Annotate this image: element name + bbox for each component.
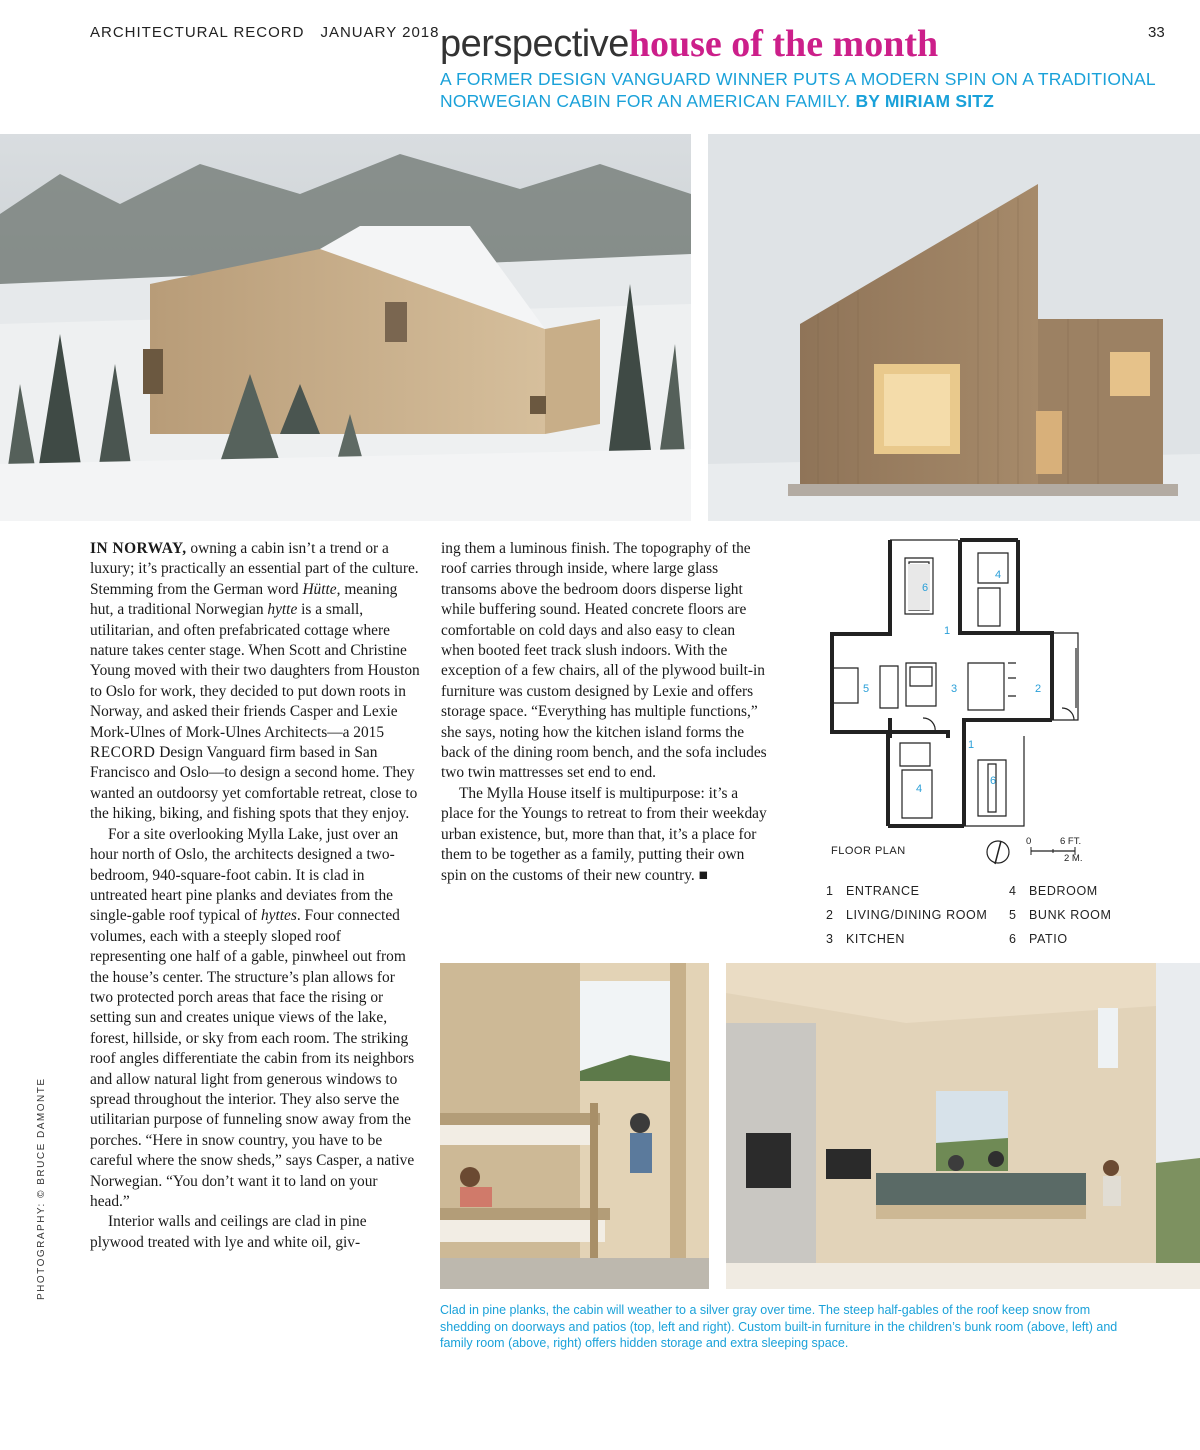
room-label-5: 5 — [863, 683, 870, 695]
room-label-6-bottom: 6 — [990, 775, 997, 787]
photo-family-room — [726, 963, 1200, 1289]
paragraph-1: IN NORWAY, owning a cabin isn’t a trend or a luxury; it’s practically an essential part of the culture. Stemming from the German word Hütte, meaning hut, a traditional Norwegian hytte is a small, utilitarian, and often prefabricated cottage where nature takes center stage. When Scott and Christine Young moved with their two daughters from Houston to Oslo for work, they decided to put down roots in Norway, and asked their friends Casper and Lexie Mork-Ulnes of Mork-Ulnes Architects—a 2015 RECORD Design Vanguard firm based in San Francisco and Oslo—to design a second home. They wanted an outdoorsy yet comfortable retreat, close to the hiking, biking, and fishing spots that they enjoy. — [90, 540, 420, 823]
floor-plan-label: FLOOR PLAN — [831, 845, 906, 857]
paragraph-3b: ing them a luminous finish. The topography of the roof carries through inside, where large glass transoms above the bedroom doors disperse light while buffering sound. Heated concrete floors are comfortable on cold days and also easy to clean when booted feet track slush indoors. With the exception of a few chairs, all of the plywood built-in furniture was custom designed by Lexie and offers storage space. “Everything has multiple functions,” she says, noting how the kitchen island forms the back of the dining room bench, and the sofa includes two twin mattresses set end to end. — [441, 540, 767, 782]
room-label-4-top: 4 — [995, 569, 1002, 581]
magazine-name: ARCHITECTURAL RECORD — [90, 24, 305, 41]
legend-item: 3 KITCHEN — [826, 932, 906, 946]
legend-item: 6 PATIO — [1009, 932, 1068, 946]
title-prefix: perspective — [440, 23, 629, 65]
page-title — [440, 22, 938, 66]
legend-right — [1009, 879, 1159, 951]
photo-bunk-room — [440, 963, 709, 1289]
room-label-1-top: 1 — [944, 625, 951, 637]
issue-date: JANUARY 2018 — [320, 24, 440, 41]
page-number: 33 — [1148, 24, 1165, 41]
room-label-6-top: 6 — [922, 582, 929, 594]
byline: BY MIRIAM SITZ — [855, 91, 995, 111]
scale-zero: 0 — [1026, 836, 1032, 847]
lead-in: IN NORWAY, — [90, 540, 187, 557]
photo-credit: PHOTOGRAPHY: © BRUCE DAMONTE — [36, 1077, 47, 1300]
article-column-2 — [441, 539, 771, 886]
scale-meters: 2 M. — [1064, 853, 1083, 864]
legend-left — [826, 879, 1016, 951]
deck — [440, 68, 1160, 112]
floor-plan-drawing — [828, 538, 1088, 828]
legend-item: 1 ENTRANCE — [826, 884, 920, 898]
photo-cabin-gable — [708, 134, 1200, 521]
legend-item: 4 BEDROOM — [1009, 884, 1098, 898]
room-label-4-bottom: 4 — [916, 783, 923, 795]
room-label-3: 3 — [951, 683, 958, 695]
deck-text: A FORMER DESIGN VANGUARD WINNER PUTS A MODERN SPIN ON A TRADITIONAL NORWEGIAN CABIN FOR AN AMERICAN FAMILY. — [440, 69, 1156, 111]
end-mark: ■ — [698, 866, 708, 884]
photo-cabin-snow — [0, 134, 691, 521]
room-label-1-bottom: 1 — [968, 739, 975, 751]
title-main: house of the month — [628, 23, 939, 65]
paragraph-3a: Interior walls and ceilings are clad in pine plywood treated with lye and white oil, giv- — [90, 1213, 367, 1251]
paragraph-4: The Mylla House itself is multipurpose: it’s a place for the Youngs to retreat to from their weekday urban existence, but, more than that, it’s a place for them to be together as a family, putting their own spin on the customs of their new country. ■ — [441, 784, 767, 884]
running-header — [90, 24, 439, 41]
room-label-2: 2 — [1035, 683, 1042, 695]
legend-item: 5 BUNK ROOM — [1009, 908, 1112, 922]
photo-caption: Clad in pine planks, the cabin will weather to a silver gray over time. The steep half-gables of the roof keep snow from shedding on doorways and patios (top, left and right). Custom built-in furniture in the children’s bunk room (above, left) and family room (above, right) offers hidden storage and extra sleeping space. — [440, 1303, 1118, 1350]
article-column-1 — [90, 539, 420, 1253]
legend-item: 2 LIVING/DINING ROOM — [826, 908, 988, 922]
floor-plan — [828, 538, 1088, 828]
scale-feet: 6 FT. — [1060, 836, 1082, 847]
paragraph-2: For a site overlooking Mylla Lake, just over an hour north of Oslo, the architects designed a two-bedroom, 940-square-foot cabin. It is clad in untreated heart pine planks and deviates from the single-gable roof typical of hyttes. Four connected volumes, each with a steeply sloped roof representing one half of a gable, pinwheel out from the house’s center. The structure’s plan allows for two protected porch areas that face the rising or setting sun and creates unique views of the lake, forest, hillside, or sky from each room. The striking roof angles differentiate the cabin from its neighbors and allow natural light from generous windows to spread throughout the interior. They also serve the utilitarian purpose of funneling snow away from the porches. “Here in snow country, you have to be careful where the snow sheds,” says Casper, a native Norwegian. “You don’t want it to land on your head.” — [90, 825, 415, 1210]
